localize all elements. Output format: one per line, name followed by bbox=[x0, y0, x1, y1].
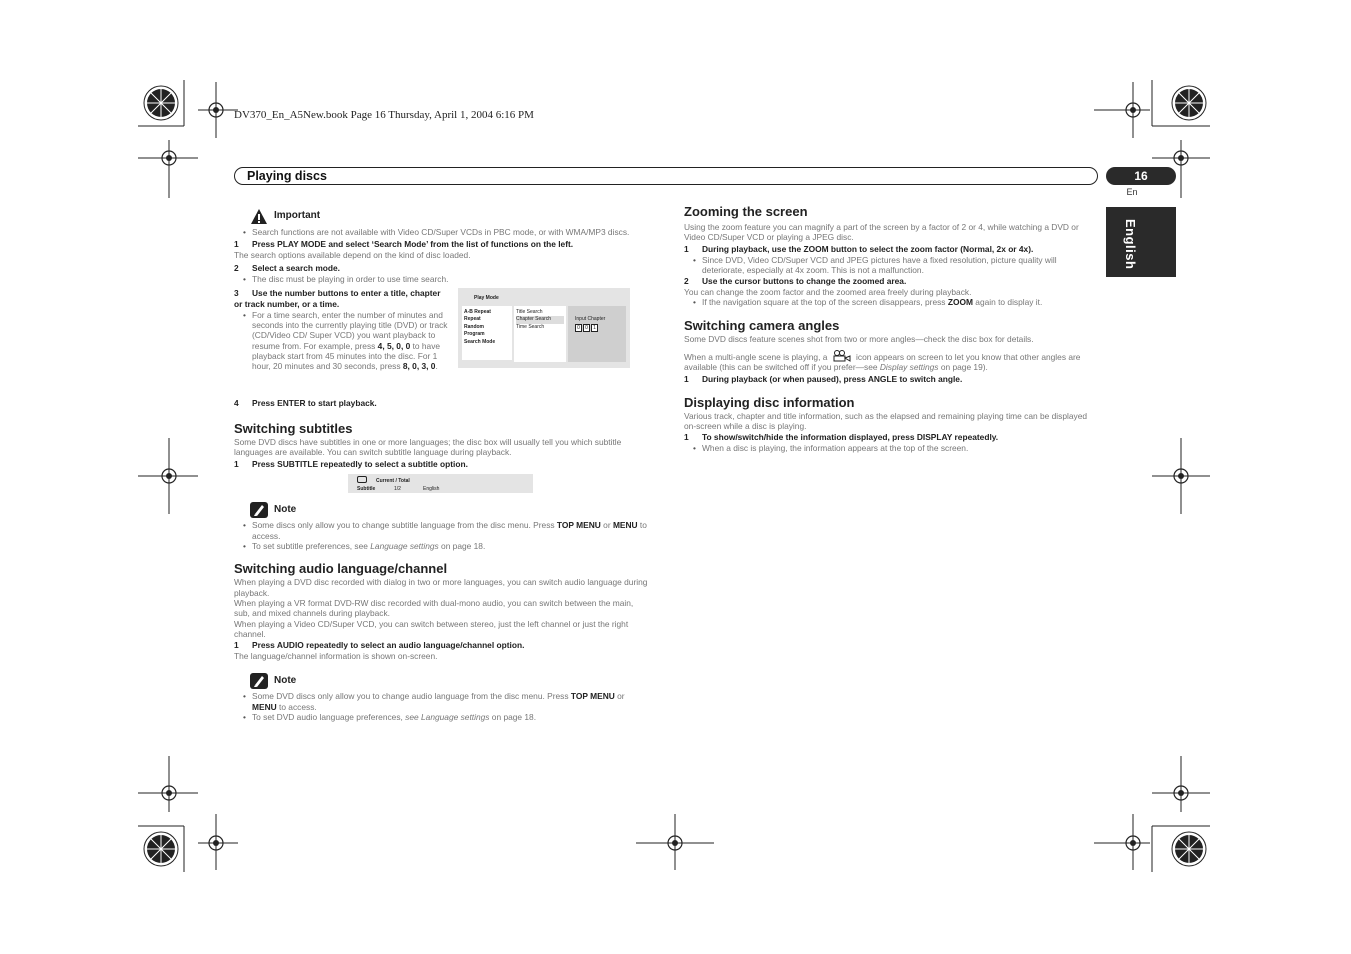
zoom-bullet-2: • If the navigation square at the top of the screen disappears, press ZOOM again to display it. bbox=[684, 297, 1100, 307]
search-step-3-bullet: • For a time search, enter the number of minutes and seconds into the currently playing title (DVD) or track (CD/Video CD/ Super VCD) you want playback to resume from. For example, press 4, 5, 0, 0 to have playback start from 45 minutes into the disc. For 1 hour, 20 minutes and 30 seconds, press 8, 0, 3, 0. bbox=[234, 310, 452, 372]
digit-box: 0 bbox=[575, 324, 582, 332]
subtitle-screen-count: 1/2 bbox=[394, 486, 401, 493]
camera-angle-icon bbox=[833, 350, 851, 362]
info-heading: Displaying disc information bbox=[684, 394, 855, 410]
subtitle-screen bbox=[348, 474, 533, 493]
zoom-bullet-1: • Since DVD, Video CD/Super VCD and JPEG pictures have a fixed resolution, picture quality will deteriorate, especially at 4x zoom. This is not a malfunction. bbox=[684, 255, 1100, 276]
digit-box: 0 bbox=[583, 324, 590, 332]
page-number: 16 bbox=[1106, 167, 1176, 185]
important-title: Important bbox=[274, 210, 321, 222]
play-mode-screen bbox=[458, 288, 630, 368]
important-bullet: • Search functions are not available with Video CD/Super VCDs in PBC mode, or with WMA/MP3 discs. bbox=[234, 227, 650, 237]
important-heading bbox=[234, 208, 650, 225]
audio-para-1: When playing a DVD disc recorded with dialog in two or more languages, you can switch audio language during playback. bbox=[234, 577, 648, 598]
audio-para-3: When playing a Video CD/Super VCD, you can switch between stereo, just the left channel or just the right channel. bbox=[234, 618, 629, 639]
subtitles-note-2: • To set subtitle preferences, see Language settings on page 18. bbox=[234, 541, 650, 551]
note-icon bbox=[250, 673, 268, 689]
zoom-step-2: 2 Use the cursor buttons to change the zoomed area. bbox=[684, 276, 907, 287]
audio-note-heading bbox=[234, 673, 650, 689]
page-language-code: En bbox=[1126, 187, 1138, 197]
info-step: 1 To show/switch/hide the information displayed, press DISPLAY repeatedly. bbox=[684, 432, 999, 443]
camera-para-2: When a multi-angle scene is playing, a icon appears on screen to let you know that other angles are available (this can be switched off if you prefer—see Display settings on page 19). bbox=[684, 352, 1081, 373]
left-column bbox=[234, 208, 650, 722]
submenu-item: Title Search bbox=[516, 308, 543, 315]
audio-note-title: Note bbox=[274, 675, 297, 687]
language-tab bbox=[1106, 207, 1176, 277]
input-chapter-panel bbox=[568, 306, 626, 362]
section-title: Playing discs bbox=[247, 169, 327, 183]
subtitle-screen-wrap bbox=[234, 474, 650, 500]
zoom-heading: Zooming the screen bbox=[684, 204, 808, 219]
audio-after: The language/channel information is shown on-screen. bbox=[234, 651, 438, 662]
section-title-bar bbox=[234, 167, 1098, 185]
camera-para: Some DVD discs feature scenes shot from two or more angles—check the disc box for details. bbox=[684, 333, 1034, 344]
submenu-item: Time Search bbox=[516, 323, 545, 330]
camera-heading: Switching camera angles bbox=[684, 317, 840, 333]
audio-heading: Switching audio language/channel bbox=[234, 561, 448, 577]
warning-icon bbox=[250, 208, 268, 225]
audio-note-1: • Some DVD discs only allow you to change audio language from the disc menu. Press TOP MENU or MENU to access. bbox=[234, 691, 650, 712]
info-bullet: • When a disc is playing, the information appears at the top of the screen. bbox=[684, 443, 1100, 453]
language-tab-label: English bbox=[1123, 219, 1138, 270]
camera-step: 1 During playback (or when paused), press ANGLE to switch angle. bbox=[684, 373, 963, 384]
search-step-1: 1 Press PLAY MODE and select ‘Search Mode’ from the list of functions on the left. bbox=[234, 239, 574, 250]
search-step-2: 2 Select a search mode. bbox=[234, 262, 340, 273]
search-note: The search options available depend on the kind of disc loaded. bbox=[234, 250, 471, 261]
digit-box: 1 bbox=[591, 324, 598, 332]
play-mode-menu bbox=[462, 306, 512, 360]
audio-para-2: When playing a VR format DVD-RW disc recorded with dual-mono audio, you can switch between the main, sub, and mixed channels during playback. bbox=[234, 597, 634, 619]
audio-note-2: • To set DVD audio language preferences, see Language settings on page 18. bbox=[234, 712, 650, 722]
file-info-header: DV370_En_A5New.book Page 16 Thursday, April 1, 2004 6:16 PM bbox=[234, 109, 534, 121]
subtitles-note-title: Note bbox=[274, 504, 297, 516]
subtitles-heading: Switching subtitles bbox=[234, 420, 353, 436]
subtitle-screen-header: Current / Total bbox=[376, 478, 410, 485]
zoom-step-1: 1 During playback, use the ZOOM button to select the zoom factor (Normal, 2x or 4x). bbox=[684, 243, 1034, 254]
zoom-para-2: You can change the zoom factor and the zoomed area freely during playback. bbox=[684, 287, 972, 298]
subtitle-screen-label: Subtitle bbox=[357, 486, 376, 493]
search-step-2-bullet: • The disc must be playing in order to use time search. bbox=[234, 274, 650, 284]
menu-item: Program bbox=[464, 331, 485, 338]
play-mode-submenu bbox=[514, 306, 566, 362]
menu-item: Repeat bbox=[464, 316, 481, 323]
subtitles-note-1: • Some discs only allow you to change subtitle language from the disc menu. Press TOP MENU or MENU to access. bbox=[234, 520, 650, 541]
audio-step: 1 Press AUDIO repeatedly to select an audio language/channel option. bbox=[234, 640, 525, 651]
play-mode-title: Play Mode bbox=[474, 294, 499, 301]
subtitles-note-heading bbox=[234, 502, 650, 518]
subtitle-icon bbox=[357, 476, 367, 483]
input-chapter-label: Input Chapter bbox=[575, 315, 606, 322]
search-step-3-block bbox=[234, 288, 650, 398]
info-para: Various track, chapter and title information, such as the elapsed and remaining playing time can be displayed on-screen while a disc is playing. bbox=[684, 410, 1088, 431]
right-column bbox=[684, 204, 1100, 454]
submenu-item-selected: Chapter Search bbox=[516, 316, 564, 324]
search-step-3: 3 Use the number buttons to enter a title, chapter or track number, or a time. bbox=[234, 287, 441, 309]
menu-item: A-B Repeat bbox=[464, 308, 491, 315]
search-step-4: 4 Press ENTER to start playback. bbox=[234, 397, 377, 408]
chapter-digits bbox=[575, 324, 598, 332]
menu-item: Search Mode bbox=[464, 338, 496, 345]
subtitles-step: 1 Press SUBTITLE repeatedly to select a subtitle option. bbox=[234, 459, 468, 470]
note-icon bbox=[250, 502, 268, 518]
zoom-para: Using the zoom feature you can magnify a part of the screen by a factor of 2 or 4, while watching a DVD or Video CD/Super VCD or playing a JPEG disc. bbox=[684, 222, 1079, 243]
subtitles-para: Some DVD discs have subtitles in one or more languages; the disc box will usually tell you which subtitle languages are available. You can switch subtitle language during playback. bbox=[234, 436, 622, 458]
subtitle-screen-language: English bbox=[423, 486, 440, 493]
menu-item: Random bbox=[464, 323, 484, 330]
